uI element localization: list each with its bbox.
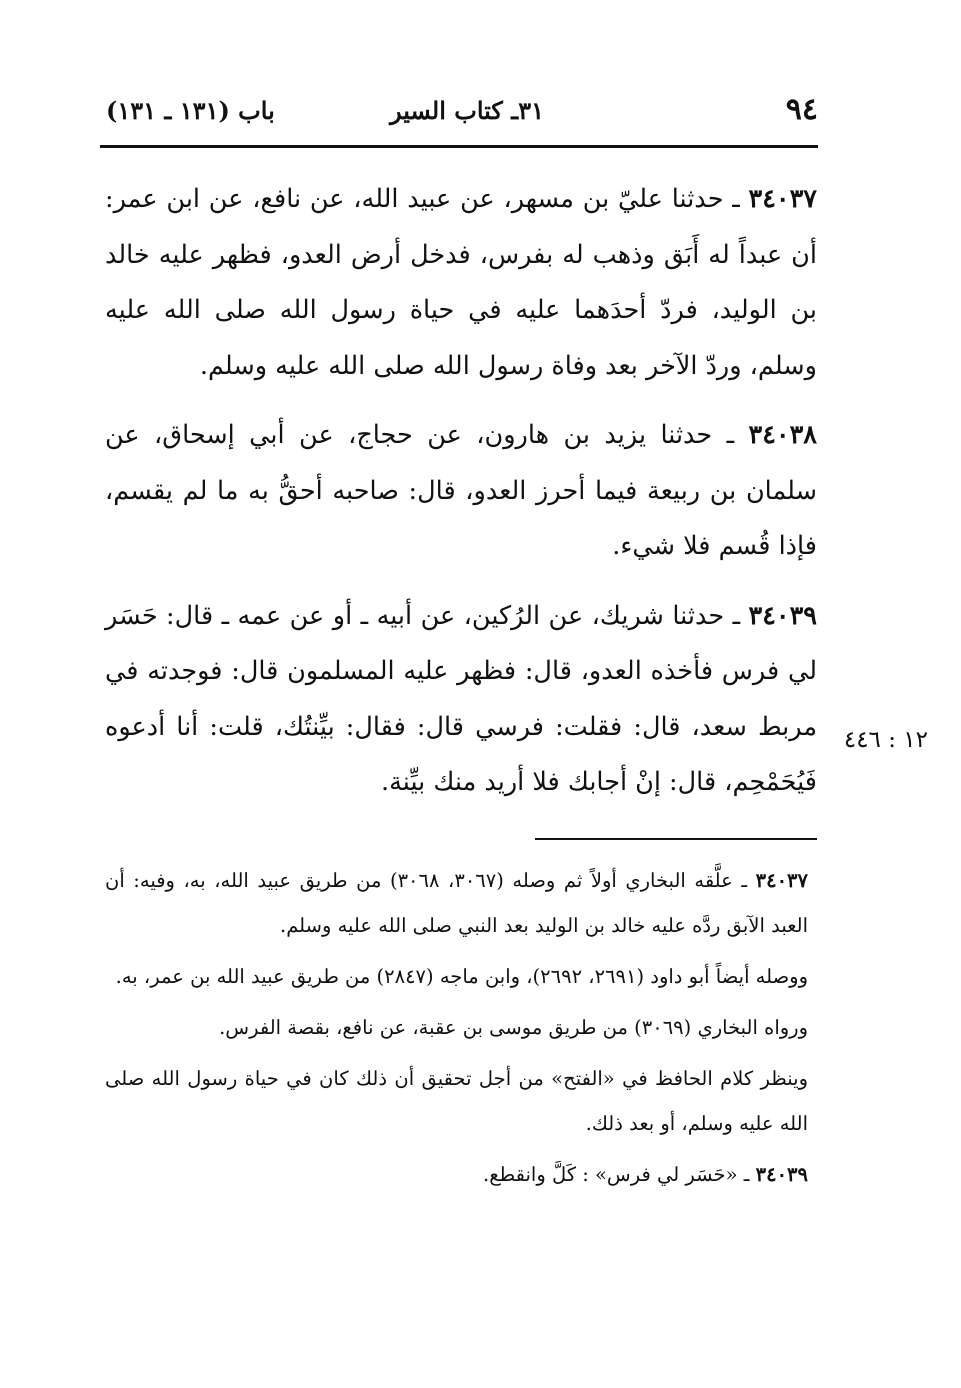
footnote-rule xyxy=(535,838,817,840)
header-rule xyxy=(100,145,818,148)
hadith-text: ـ حدثنا شريك، عن الرُكين، عن أبيه ـ أو عن عمه ـ قال: حَسَر لي فرس فأخذه العدو، قال: فظهر عليه المسلمون قال: فوجدته في مربط سعد، قال: فقلت: فرسي قال: فقال: بيِّنتُك، قلت: أنا أدعوه فَيُحَمْحِم، قال: إنْ أجابك فلا أريد منك بيِّنة. xyxy=(105,600,817,797)
footnote-text: ـ علَّقه البخاري أولاً ثم وصله (٣٠٦٧، ٣٠٦٨) من طريق عبيد الله، به، وفيه: أن العبد الآبق ردَّه عليه خالد بن الوليد بعد النبي صلى الله عليه وسلم. xyxy=(105,869,808,937)
footnote-number: ٣٤٠٣٧ xyxy=(755,869,808,892)
footnote xyxy=(105,1056,808,1146)
hadith-number: ٣٤٠٣٨ xyxy=(748,420,817,450)
footnote-number: ٣٤٠٣٩ xyxy=(755,1163,808,1186)
footnote xyxy=(105,858,808,948)
footnote-text: ـ «حَسَر لي فرس» : كَلَّ وانقطع. xyxy=(483,1163,756,1186)
footnote-text: ورواه البخاري (٣٠٦٩) من طريق موسى بن عقبة، عن نافع، بقصة الفرس. xyxy=(219,1016,808,1039)
footnote xyxy=(105,1005,808,1050)
footnotes xyxy=(105,858,808,1203)
hadith-number: ٣٤٠٣٧ xyxy=(748,184,817,214)
chapter-title: ٣١ـ كتاب السير xyxy=(390,96,544,125)
hadith-paragraph xyxy=(105,589,817,811)
footnote-text: وينظر كلام الحافظ في «الفتح» من أجل تحقيق أن ذلك كان في حياة رسول الله صلى الله عليه وسلم، أو بعد ذلك. xyxy=(105,1067,808,1135)
page-number: ٩٤ xyxy=(785,92,818,127)
hadith-text: ـ حدثنا يزيد بن هارون، عن حجاج، عن أبي إسحاق، عن سلمان بن ربيعة فيما أحرز العدو، قال: صاحبه أحقُّ به ما لم يقسم، فإذا قُسم فلا شيء. xyxy=(105,420,817,561)
bab-range: باب (١٣١ ـ ١٣١) xyxy=(106,96,275,125)
page-header xyxy=(100,88,818,138)
margin-reference: ١٢ : ٤٤٦ xyxy=(843,727,928,753)
footnote xyxy=(105,954,808,999)
hadith-paragraph xyxy=(105,408,817,575)
hadith-paragraph xyxy=(105,172,817,394)
footnote-text: ووصله أيضاً أبو داود (٢٦٩١، ٢٦٩٢)، وابن ماجه (٢٨٤٧) من طريق عبيد الله بن عمر، به. xyxy=(115,965,808,988)
main-text xyxy=(105,172,817,825)
hadith-text: ـ حدثنا عليّ بن مسهر، عن عبيد الله، عن نافع، عن ابن عمر: أن عبداً له أَبَق وذهب له بفرس، فدخل أرض العدو، فظهر عليه خالد بن الوليد، فردّ أحدَهما عليه في حياة رسول الله صلى الله عليه وسلم، وردّ الآخر بعد وفاة رسول الله صلى الله عليه وسلم. xyxy=(105,184,817,381)
footnote xyxy=(105,1152,808,1197)
hadith-number: ٣٤٠٣٩ xyxy=(748,600,817,631)
